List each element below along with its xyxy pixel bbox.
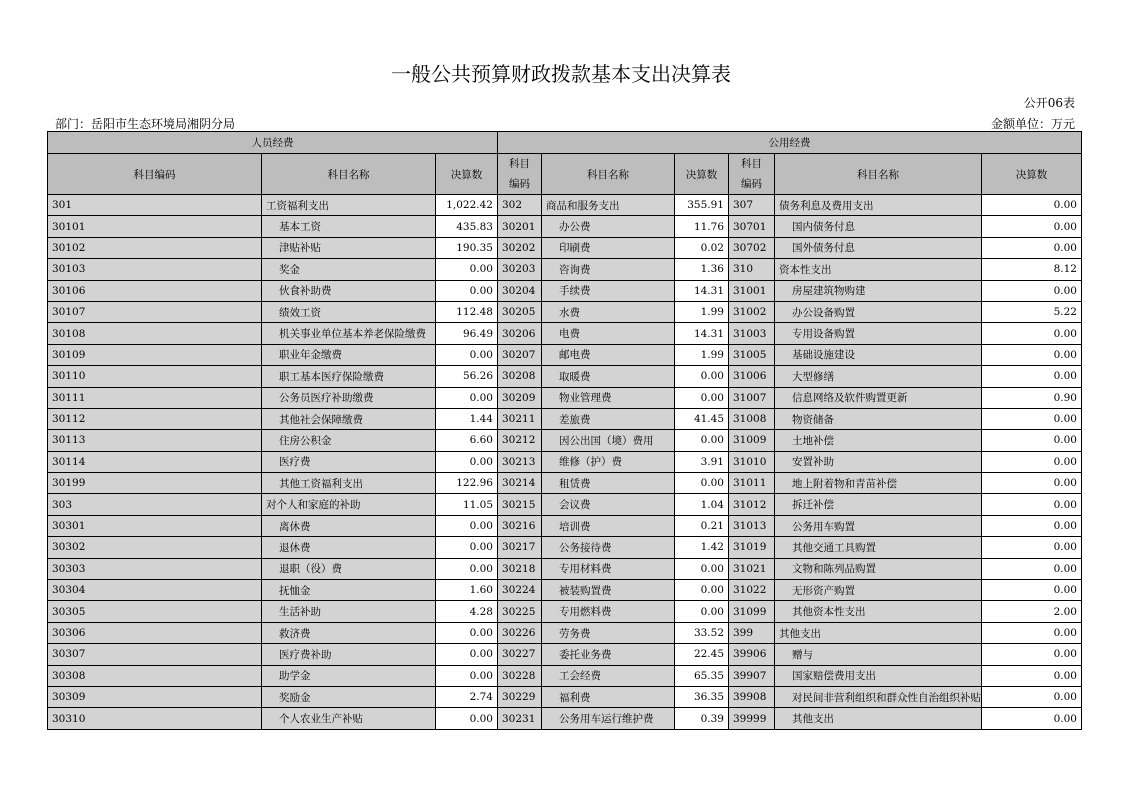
public-amount-cell: 355.91 — [675, 195, 729, 216]
other-amount-cell: 0.00 — [982, 237, 1082, 258]
public-name-cell: 物业管理费 — [542, 387, 675, 408]
personnel-amount-cell: 0.00 — [436, 344, 498, 365]
public-code-cell: 30206 — [498, 323, 542, 344]
personnel-code-cell: 30309 — [48, 686, 262, 707]
personnel-name-cell: 奖励金 — [262, 686, 436, 707]
public-code-cell: 30218 — [498, 558, 542, 579]
personnel-code-cell: 30106 — [48, 280, 262, 301]
public-name-cell: 公务用车运行维护费 — [542, 708, 675, 729]
public-code-cell: 30216 — [498, 515, 542, 536]
personnel-amount-cell: 122.96 — [436, 473, 498, 494]
personnel-code-cell: 30112 — [48, 408, 262, 429]
other-code-cell: 31005 — [729, 344, 775, 365]
public-code-cell: 30214 — [498, 473, 542, 494]
table-row — [48, 430, 1082, 451]
personnel-amount-cell: 6.60 — [436, 430, 498, 451]
public-amount-cell: 1.99 — [675, 301, 729, 322]
personnel-amount-cell: 112.48 — [436, 301, 498, 322]
public-name-cell: 工会经费 — [542, 665, 675, 686]
table-row — [48, 537, 1082, 558]
personnel-code-cell: 30109 — [48, 344, 262, 365]
other-amount-cell: 0.00 — [982, 580, 1082, 601]
personnel-name-cell: 医疗费 — [262, 451, 436, 472]
other-amount-cell: 0.00 — [982, 366, 1082, 387]
personnel-amount-cell: 0.00 — [436, 387, 498, 408]
other-name-cell: 物资储备 — [775, 408, 982, 429]
personnel-name-cell: 职工基本医疗保险缴费 — [262, 366, 436, 387]
public-name-cell: 专用燃料费 — [542, 601, 675, 622]
other-code-cell: 39907 — [729, 665, 775, 686]
other-code-cell: 31099 — [729, 601, 775, 622]
col-name-header: 科目名称 — [542, 154, 675, 195]
public-code-cell: 30207 — [498, 344, 542, 365]
public-amount-cell: 14.31 — [675, 280, 729, 301]
personnel-code-cell: 30308 — [48, 665, 262, 686]
public-amount-cell: 0.00 — [675, 366, 729, 387]
table-row — [48, 686, 1082, 707]
other-code-cell: 31006 — [729, 366, 775, 387]
table-row — [48, 280, 1082, 301]
public-amount-cell: 0.00 — [675, 473, 729, 494]
personnel-amount-cell: 435.83 — [436, 216, 498, 237]
table-row — [48, 708, 1082, 729]
public-name-cell: 印刷费 — [542, 237, 675, 258]
personnel-amount-cell: 1.60 — [436, 580, 498, 601]
personnel-amount-cell: 1.44 — [436, 408, 498, 429]
other-name-cell: 土地补偿 — [775, 430, 982, 451]
other-amount-cell: 0.00 — [982, 344, 1082, 365]
personnel-code-cell: 30306 — [48, 622, 262, 643]
public-amount-cell: 1.42 — [675, 537, 729, 558]
personnel-name-cell: 生活补助 — [262, 601, 436, 622]
personnel-code-cell: 30107 — [48, 301, 262, 322]
other-name-cell: 地上附着物和青苗补偿 — [775, 473, 982, 494]
public-code-cell: 30211 — [498, 408, 542, 429]
public-code-cell: 30201 — [498, 216, 542, 237]
other-name-cell: 公务用车购置 — [775, 515, 982, 536]
public-amount-cell: 65.35 — [675, 665, 729, 686]
other-amount-cell: 0.00 — [982, 195, 1082, 216]
personnel-amount-cell: 0.00 — [436, 708, 498, 729]
public-name-cell: 手续费 — [542, 280, 675, 301]
other-amount-cell: 0.00 — [982, 494, 1082, 515]
personnel-amount-cell: 0.00 — [436, 451, 498, 472]
public-name-cell: 水费 — [542, 301, 675, 322]
table-row — [48, 237, 1082, 258]
personnel-name-cell: 助学金 — [262, 665, 436, 686]
public-header: 公用经费 — [498, 132, 1082, 154]
public-code-cell: 30217 — [498, 537, 542, 558]
public-name-cell: 被装购置费 — [542, 580, 675, 601]
table-row — [48, 451, 1082, 472]
department-label: 部门：岳阳市生态环境局湘阴分局 — [55, 117, 236, 131]
other-name-cell: 赠与 — [775, 644, 982, 665]
public-amount-cell: 0.00 — [675, 430, 729, 451]
personnel-name-cell: 公务员医疗补助缴费 — [262, 387, 436, 408]
table-row — [48, 366, 1082, 387]
personnel-code-cell: 30304 — [48, 580, 262, 601]
personnel-amount-cell: 0.00 — [436, 259, 498, 280]
public-name-cell: 办公费 — [542, 216, 675, 237]
personnel-amount-cell: 1,022.42 — [436, 195, 498, 216]
public-code-cell: 30226 — [498, 622, 542, 643]
other-amount-cell: 0.00 — [982, 451, 1082, 472]
other-code-cell: 31012 — [729, 494, 775, 515]
other-name-cell: 国内债务付息 — [775, 216, 982, 237]
other-code-cell: 31013 — [729, 515, 775, 536]
public-name-cell: 劳务费 — [542, 622, 675, 643]
other-code-cell: 31009 — [729, 430, 775, 451]
other-amount-cell: 0.00 — [982, 665, 1082, 686]
other-code-cell: 31002 — [729, 301, 775, 322]
other-code-cell: 31003 — [729, 323, 775, 344]
other-name-cell: 其他资本性支出 — [775, 601, 982, 622]
other-code-cell: 39999 — [729, 708, 775, 729]
other-name-cell: 房屋建筑物购建 — [775, 280, 982, 301]
other-code-cell: 31010 — [729, 451, 775, 472]
page-title: 一般公共预算财政拨款基本支出决算表 — [391, 62, 731, 86]
budget-table — [47, 131, 1082, 730]
other-name-cell: 办公设备购置 — [775, 301, 982, 322]
personnel-code-cell: 30102 — [48, 237, 262, 258]
public-amount-cell: 11.76 — [675, 216, 729, 237]
other-name-cell: 其他支出 — [775, 622, 982, 643]
personnel-amount-cell: 0.00 — [436, 622, 498, 643]
personnel-amount-cell: 2.74 — [436, 686, 498, 707]
table-row — [48, 408, 1082, 429]
personnel-code-cell: 30307 — [48, 644, 262, 665]
other-name-cell: 债务利息及费用支出 — [775, 195, 982, 216]
public-code-cell: 30228 — [498, 665, 542, 686]
public-name-cell: 取暖费 — [542, 366, 675, 387]
col-name-header: 科目名称 — [262, 154, 436, 195]
other-code-cell: 30702 — [729, 237, 775, 258]
other-amount-cell: 0.00 — [982, 558, 1082, 579]
personnel-name-cell: 退休费 — [262, 537, 436, 558]
public-amount-cell: 36.35 — [675, 686, 729, 707]
personnel-name-cell: 医疗费补助 — [262, 644, 436, 665]
public-amount-cell: 0.00 — [675, 558, 729, 579]
table-row — [48, 387, 1082, 408]
other-code-cell: 399 — [729, 622, 775, 643]
col-code-header: 科目 编码 — [729, 154, 775, 195]
public-amount-cell: 1.99 — [675, 344, 729, 365]
personnel-amount-cell: 0.00 — [436, 515, 498, 536]
public-amount-cell: 0.00 — [675, 580, 729, 601]
table-row — [48, 195, 1082, 216]
table-row — [48, 344, 1082, 365]
public-code-cell: 30205 — [498, 301, 542, 322]
public-name-cell: 培训费 — [542, 515, 675, 536]
other-amount-cell: 0.00 — [982, 408, 1082, 429]
other-amount-cell: 0.00 — [982, 537, 1082, 558]
other-amount-cell: 8.12 — [982, 259, 1082, 280]
col-amount-header: 决算数 — [982, 154, 1082, 195]
personnel-name-cell: 其他社会保障缴费 — [262, 408, 436, 429]
public-amount-cell: 0.00 — [675, 387, 729, 408]
public-name-cell: 咨询费 — [542, 259, 675, 280]
personnel-amount-cell: 0.00 — [436, 558, 498, 579]
public-code-cell: 30215 — [498, 494, 542, 515]
other-name-cell: 其他交通工具购置 — [775, 537, 982, 558]
personnel-name-cell: 住房公积金 — [262, 430, 436, 451]
other-amount-cell: 0.00 — [982, 686, 1082, 707]
other-code-cell: 31008 — [729, 408, 775, 429]
other-amount-cell: 0.00 — [982, 644, 1082, 665]
public-code-cell: 30229 — [498, 686, 542, 707]
public-amount-cell: 0.02 — [675, 237, 729, 258]
other-name-cell: 基础设施建设 — [775, 344, 982, 365]
personnel-name-cell: 对个人和家庭的补助 — [262, 494, 436, 515]
other-code-cell: 39908 — [729, 686, 775, 707]
personnel-name-cell: 救济费 — [262, 622, 436, 643]
personnel-name-cell: 伙食补助费 — [262, 280, 436, 301]
personnel-name-cell: 离休费 — [262, 515, 436, 536]
public-name-cell: 专用材料费 — [542, 558, 675, 579]
public-code-cell: 30208 — [498, 366, 542, 387]
personnel-code-cell: 301 — [48, 195, 262, 216]
public-name-cell: 福利费 — [542, 686, 675, 707]
personnel-amount-cell: 0.00 — [436, 280, 498, 301]
form-number: 公开06表 — [1023, 96, 1075, 110]
personnel-amount-cell: 0.00 — [436, 537, 498, 558]
other-name-cell: 其他支出 — [775, 708, 982, 729]
other-code-cell: 31001 — [729, 280, 775, 301]
other-amount-cell: 0.00 — [982, 430, 1082, 451]
other-name-cell: 资本性支出 — [775, 259, 982, 280]
table-row — [48, 494, 1082, 515]
public-code-cell: 30204 — [498, 280, 542, 301]
table-row — [48, 323, 1082, 344]
table-row — [48, 259, 1082, 280]
public-code-cell: 30231 — [498, 708, 542, 729]
other-amount-cell: 0.00 — [982, 473, 1082, 494]
other-amount-cell: 0.00 — [982, 622, 1082, 643]
public-name-cell: 会议费 — [542, 494, 675, 515]
unit-label: 金额单位：万元 — [990, 117, 1075, 131]
other-code-cell: 31021 — [729, 558, 775, 579]
table-row — [48, 580, 1082, 601]
other-code-cell: 30701 — [729, 216, 775, 237]
col-name-header: 科目名称 — [775, 154, 982, 195]
other-code-cell: 310 — [729, 259, 775, 280]
public-code-cell: 30203 — [498, 259, 542, 280]
personnel-code-cell: 30310 — [48, 708, 262, 729]
personnel-code-cell: 30199 — [48, 473, 262, 494]
other-amount-cell: 0.90 — [982, 387, 1082, 408]
public-amount-cell: 3.91 — [675, 451, 729, 472]
personnel-name-cell: 基本工资 — [262, 216, 436, 237]
personnel-amount-cell: 96.49 — [436, 323, 498, 344]
other-name-cell: 文物和陈列品购置 — [775, 558, 982, 579]
other-amount-cell: 0.00 — [982, 280, 1082, 301]
table-row — [48, 216, 1082, 237]
personnel-name-cell: 绩效工资 — [262, 301, 436, 322]
table-row — [48, 665, 1082, 686]
public-amount-cell: 0.21 — [675, 515, 729, 536]
public-name-cell: 差旅费 — [542, 408, 675, 429]
personnel-code-cell: 30111 — [48, 387, 262, 408]
public-name-cell: 租赁费 — [542, 473, 675, 494]
personnel-amount-cell: 0.00 — [436, 644, 498, 665]
personnel-code-cell: 303 — [48, 494, 262, 515]
other-name-cell: 信息网络及软件购置更新 — [775, 387, 982, 408]
public-name-cell: 电费 — [542, 323, 675, 344]
personnel-amount-cell: 4.28 — [436, 601, 498, 622]
personnel-name-cell: 个人农业生产补贴 — [262, 708, 436, 729]
other-code-cell: 307 — [729, 195, 775, 216]
personnel-header: 人员经费 — [48, 132, 498, 154]
personnel-name-cell: 职业年金缴费 — [262, 344, 436, 365]
col-amount-header: 决算数 — [436, 154, 498, 195]
public-name-cell: 公务接待费 — [542, 537, 675, 558]
public-name-cell: 因公出国（境）费用 — [542, 430, 675, 451]
col-code-header: 科目编码 — [48, 154, 262, 195]
public-name-cell: 委托业务费 — [542, 644, 675, 665]
other-code-cell: 31007 — [729, 387, 775, 408]
other-amount-cell: 2.00 — [982, 601, 1082, 622]
personnel-name-cell: 奖金 — [262, 259, 436, 280]
other-code-cell: 39906 — [729, 644, 775, 665]
other-amount-cell: 0.00 — [982, 708, 1082, 729]
col-amount-header: 决算数 — [675, 154, 729, 195]
other-name-cell: 大型修缮 — [775, 366, 982, 387]
public-code-cell: 302 — [498, 195, 542, 216]
personnel-name-cell: 津贴补贴 — [262, 237, 436, 258]
public-amount-cell: 14.31 — [675, 323, 729, 344]
table-row — [48, 644, 1082, 665]
table-row — [48, 558, 1082, 579]
table-row — [48, 473, 1082, 494]
other-name-cell: 对民间非营利组织和群众性自治组织补贴 — [775, 686, 982, 707]
public-name-cell: 维修（护）费 — [542, 451, 675, 472]
public-code-cell: 30209 — [498, 387, 542, 408]
public-amount-cell: 0.00 — [675, 601, 729, 622]
personnel-amount-cell: 11.05 — [436, 494, 498, 515]
personnel-code-cell: 30113 — [48, 430, 262, 451]
public-code-cell: 30213 — [498, 451, 542, 472]
personnel-code-cell: 30302 — [48, 537, 262, 558]
public-amount-cell: 0.39 — [675, 708, 729, 729]
personnel-amount-cell: 56.26 — [436, 366, 498, 387]
public-amount-cell: 33.52 — [675, 622, 729, 643]
other-amount-cell: 0.00 — [982, 323, 1082, 344]
public-code-cell: 30225 — [498, 601, 542, 622]
other-amount-cell: 0.00 — [982, 216, 1082, 237]
public-amount-cell: 1.04 — [675, 494, 729, 515]
table-row — [48, 622, 1082, 643]
personnel-code-cell: 30101 — [48, 216, 262, 237]
col-code-header: 科目 编码 — [498, 154, 542, 195]
public-code-cell: 30227 — [498, 644, 542, 665]
personnel-name-cell: 机关事业单位基本养老保险缴费 — [262, 323, 436, 344]
personnel-code-cell: 30114 — [48, 451, 262, 472]
personnel-code-cell: 30301 — [48, 515, 262, 536]
personnel-name-cell: 抚恤金 — [262, 580, 436, 601]
other-name-cell: 拆迁补偿 — [775, 494, 982, 515]
other-amount-cell: 0.00 — [982, 515, 1082, 536]
personnel-amount-cell: 190.35 — [436, 237, 498, 258]
personnel-name-cell: 其他工资福利支出 — [262, 473, 436, 494]
public-code-cell: 30224 — [498, 580, 542, 601]
other-name-cell: 无形资产购置 — [775, 580, 982, 601]
public-name-cell: 商品和服务支出 — [542, 195, 675, 216]
other-name-cell: 国外债务付息 — [775, 237, 982, 258]
other-amount-cell: 5.22 — [982, 301, 1082, 322]
personnel-code-cell: 30108 — [48, 323, 262, 344]
public-amount-cell: 22.45 — [675, 644, 729, 665]
personnel-name-cell: 工资福利支出 — [262, 195, 436, 216]
public-name-cell: 邮电费 — [542, 344, 675, 365]
personnel-code-cell: 30110 — [48, 366, 262, 387]
public-code-cell: 30202 — [498, 237, 542, 258]
table-row — [48, 601, 1082, 622]
other-code-cell: 31011 — [729, 473, 775, 494]
personnel-name-cell: 退职（役）费 — [262, 558, 436, 579]
personnel-amount-cell: 0.00 — [436, 665, 498, 686]
other-code-cell: 31019 — [729, 537, 775, 558]
other-name-cell: 安置补助 — [775, 451, 982, 472]
personnel-code-cell: 30305 — [48, 601, 262, 622]
table-row — [48, 301, 1082, 322]
other-name-cell: 国家赔偿费用支出 — [775, 665, 982, 686]
other-code-cell: 31022 — [729, 580, 775, 601]
other-name-cell: 专用设备购置 — [775, 323, 982, 344]
table-row — [48, 515, 1082, 536]
public-code-cell: 30212 — [498, 430, 542, 451]
personnel-code-cell: 30103 — [48, 259, 262, 280]
public-amount-cell: 41.45 — [675, 408, 729, 429]
personnel-code-cell: 30303 — [48, 558, 262, 579]
public-amount-cell: 1.36 — [675, 259, 729, 280]
